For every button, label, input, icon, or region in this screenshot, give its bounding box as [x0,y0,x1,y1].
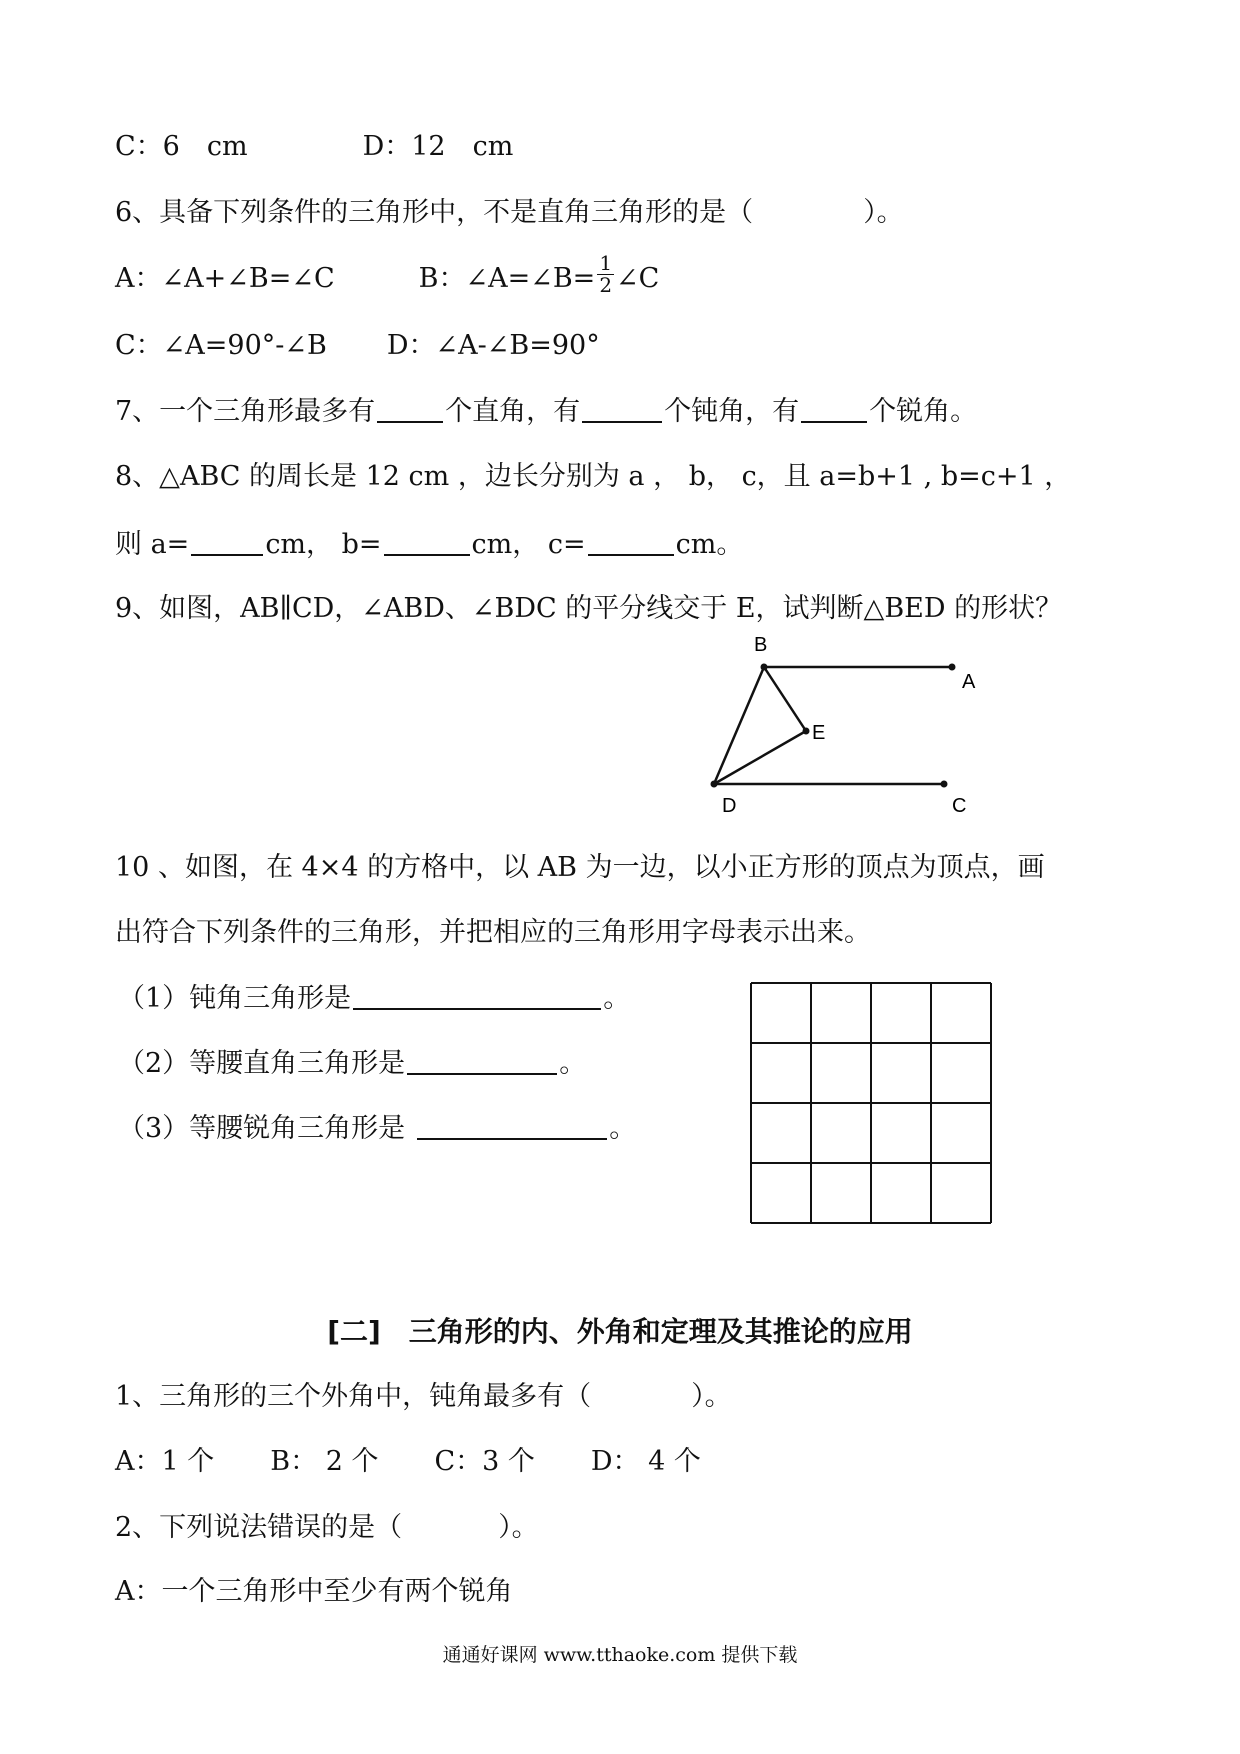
s2-q1-stem [115,1383,732,1410]
section2-heading: [二] 三角形的内、外角和定理及其推论的应用 [327,1315,913,1348]
q6-fraction [597,253,614,296]
s2-q1-option-b: B： 2 个 [270,1446,379,1477]
page-footer: 通通好课网 www.tthaoke.com 提供下载 [442,1644,798,1666]
s2-q2-option-a: A：一个三角形中至少有两个锐角 [115,1576,513,1607]
q10-sub2-text: （2）等腰直角三角形是 [118,1048,406,1079]
q9-stem-text: 9、如图，AB∥CD，∠ABD、∠BDC 的平分线交于 E，试判断△BED 的形状？ [115,593,1063,624]
q10-sub2 [118,1049,586,1077]
q6-stem [115,199,904,226]
q6-options-ab [115,251,660,297]
s2-q2-stem-text: 2、下列说法错误的是（ [115,1512,403,1543]
q6-stem-text: 6、具备下列条件的三角形中，不是直角三角形的是（ [115,197,754,228]
s2-q2-stem [115,1514,539,1541]
q9-point-e [803,728,810,735]
q8-part3: cm， c= [471,529,586,560]
q10-sub1 [118,984,630,1012]
q10-sub3-text: （3）等腰锐角三角形是 [118,1113,406,1144]
q10-answer-blank-2[interactable] [407,1049,557,1075]
q10-sub1-end: 。 [603,983,631,1014]
q6-options-cd [115,332,600,359]
s2-q1-stem-text: 1、三角形的三个外角中，钝角最多有（ [115,1381,592,1412]
q7-part4: 个锐角。 [869,396,978,427]
q10-line2-text: 出符合下列条件的三角形，并把相应的三角形用字母表示出来。 [115,917,871,948]
q9-point-d [711,781,718,788]
q10-sub3-end: 。 [609,1113,637,1144]
q10-sub3 [118,1114,636,1142]
q8-answer-blank-c[interactable] [588,530,674,556]
q8-stem-line2 [115,530,743,558]
q7-answer-blank-3[interactable] [801,397,867,423]
q10-sub1-text: （1）钝角三角形是 [118,983,352,1014]
q10-stem-line2 [115,919,871,946]
q9-segment-be [764,667,806,731]
q8-answer-blank-a[interactable] [191,530,263,556]
q9-point-c [941,781,948,788]
q9-segment-bd [714,667,764,784]
q10-line1-text: 10 、如图，在 4×4 的方格中，以 AB 为一边，以小正方形的顶点为顶点，画 [115,852,1045,883]
q10-answer-blank-3[interactable] [417,1114,607,1140]
q9-stem [115,595,1062,622]
q5-option-d: D：12 cm [362,131,514,162]
q6-fraction-denominator: 2 [599,273,613,297]
s2-q1-options [115,1448,701,1475]
q6-option-c: C：∠A=90°-∠B [115,330,327,361]
s2-q2-stem-end: ）。 [498,1512,539,1543]
s2-q1-option-d: D： 4 个 [590,1446,701,1477]
q5-options-row [115,133,513,160]
q8-part4: cm。 [675,529,744,560]
q7-part1: 7、一个三角形最多有 [115,396,376,427]
q5-option-c: C：6 cm [115,131,248,162]
q7-answer-blank-2[interactable] [582,397,662,423]
q8-stem-line1 [115,463,1071,490]
q6-stem-end: ）。 [863,197,904,228]
q9-point-b [761,664,768,671]
q9-label-d: D [722,795,737,817]
q7-part3: 个钝角，有 [664,396,800,427]
q7-part2: 个直角，有 [445,396,581,427]
q9-segment-de [714,731,806,784]
q9-point-a [949,664,956,671]
s2-q1-stem-end: ）。 [691,1381,732,1412]
q6-option-b-prefix: B：∠A=∠B= [418,263,596,294]
q6-option-a: A：∠A+∠B=∠C [115,263,335,294]
q10-grid-4x4 [748,980,994,1226]
q7-answer-blank-1[interactable] [377,397,443,423]
q6-option-b-suffix: ∠C [616,263,660,294]
q7-stem [115,397,977,425]
q9-label-b: B [754,634,768,656]
s2-q1-option-a: A：1 个 [115,1446,215,1477]
q8-answer-blank-b[interactable] [384,530,470,556]
q8-part1: 则 a= [115,529,190,560]
q9-label-e: E [812,722,826,744]
q9-label-a: A [962,671,976,693]
s2-q2-option-a-row [115,1578,513,1605]
q8-part2: cm， b= [265,529,382,560]
q8-line1-text: 8、△ABC 的周长是 12 cm ，边长分别为 a ， b， c，且 a=b+1 , b=c+1 ， [115,461,1072,492]
q10-stem-line1 [115,854,1045,881]
q9-figure [690,630,1010,820]
q6-fraction-numerator: 1 [599,251,613,275]
q10-sub2-end: 。 [559,1048,587,1079]
q6-option-d: D：∠A-∠B=90° [386,330,600,361]
q9-label-c: C [952,795,967,817]
q10-answer-blank-1[interactable] [353,984,601,1010]
s2-q1-option-c: C：3 个 [434,1446,535,1477]
